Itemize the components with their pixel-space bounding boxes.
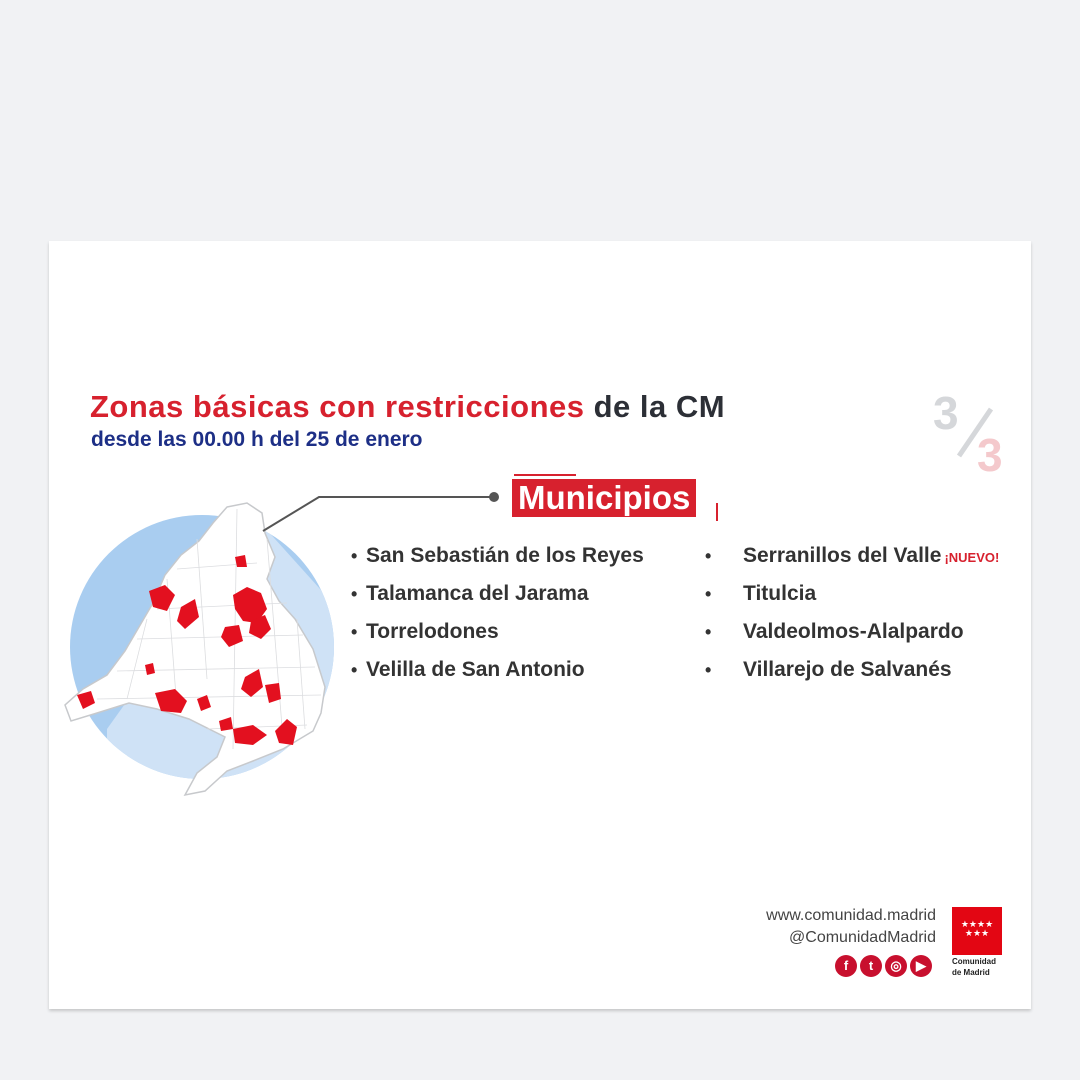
footer-links bbox=[766, 905, 936, 949]
list-item: • Serranillos del Valle ¡NUEVO! bbox=[705, 544, 1000, 567]
municipios-accent-top bbox=[514, 474, 576, 476]
twitter-icon[interactable]: t bbox=[860, 955, 882, 977]
title-dark-part: de la CM bbox=[593, 389, 726, 424]
list-item: • San Sebastián de los Reyes bbox=[351, 544, 644, 567]
map-connector-line bbox=[249, 486, 509, 536]
page-subtitle: desde las 00.00 h del 25 de enero bbox=[91, 428, 423, 451]
new-badge: ¡NUEVO! bbox=[944, 550, 1000, 565]
municipios-heading: Municipios bbox=[512, 479, 696, 517]
restricted-zone bbox=[235, 555, 247, 567]
madrid-map bbox=[57, 499, 347, 799]
facebook-icon[interactable]: f bbox=[835, 955, 857, 977]
page-total: 3 bbox=[977, 429, 1003, 481]
list-item: • Talamanca del Jarama bbox=[351, 582, 589, 605]
logo-line2: de Madrid bbox=[952, 968, 990, 977]
youtube-icon[interactable]: ▶ bbox=[910, 955, 932, 977]
social-icons bbox=[835, 955, 932, 977]
list-item: • Villarejo de Salvanés bbox=[705, 658, 952, 681]
list-item: • Titulcia bbox=[705, 582, 817, 605]
title-red-part: Zonas básicas con restricciones bbox=[90, 389, 585, 424]
list-item: • Velilla de San Antonio bbox=[351, 658, 585, 681]
page-title bbox=[90, 389, 725, 425]
municipios-accent-right bbox=[716, 503, 718, 521]
page-indicator bbox=[929, 391, 1039, 481]
website-link[interactable]: www.comunidad.madrid bbox=[766, 907, 936, 924]
list-item: • Torrelodones bbox=[351, 620, 499, 643]
municipios-list-left bbox=[351, 542, 644, 694]
infographic-card bbox=[49, 241, 1031, 1009]
list-item: • Valdeolmos-Alalpardo bbox=[705, 620, 964, 643]
logo-line1: Comunidad bbox=[952, 957, 996, 966]
social-handle[interactable]: @ComunidadMadrid bbox=[789, 929, 936, 946]
municipios-list-right bbox=[705, 542, 999, 694]
comunidad-madrid-logo bbox=[952, 907, 1002, 977]
page-current: 3 bbox=[933, 391, 959, 439]
logo-flag: ★★★★ ★★★ bbox=[952, 907, 1002, 955]
instagram-icon[interactable]: ◎ bbox=[885, 955, 907, 977]
